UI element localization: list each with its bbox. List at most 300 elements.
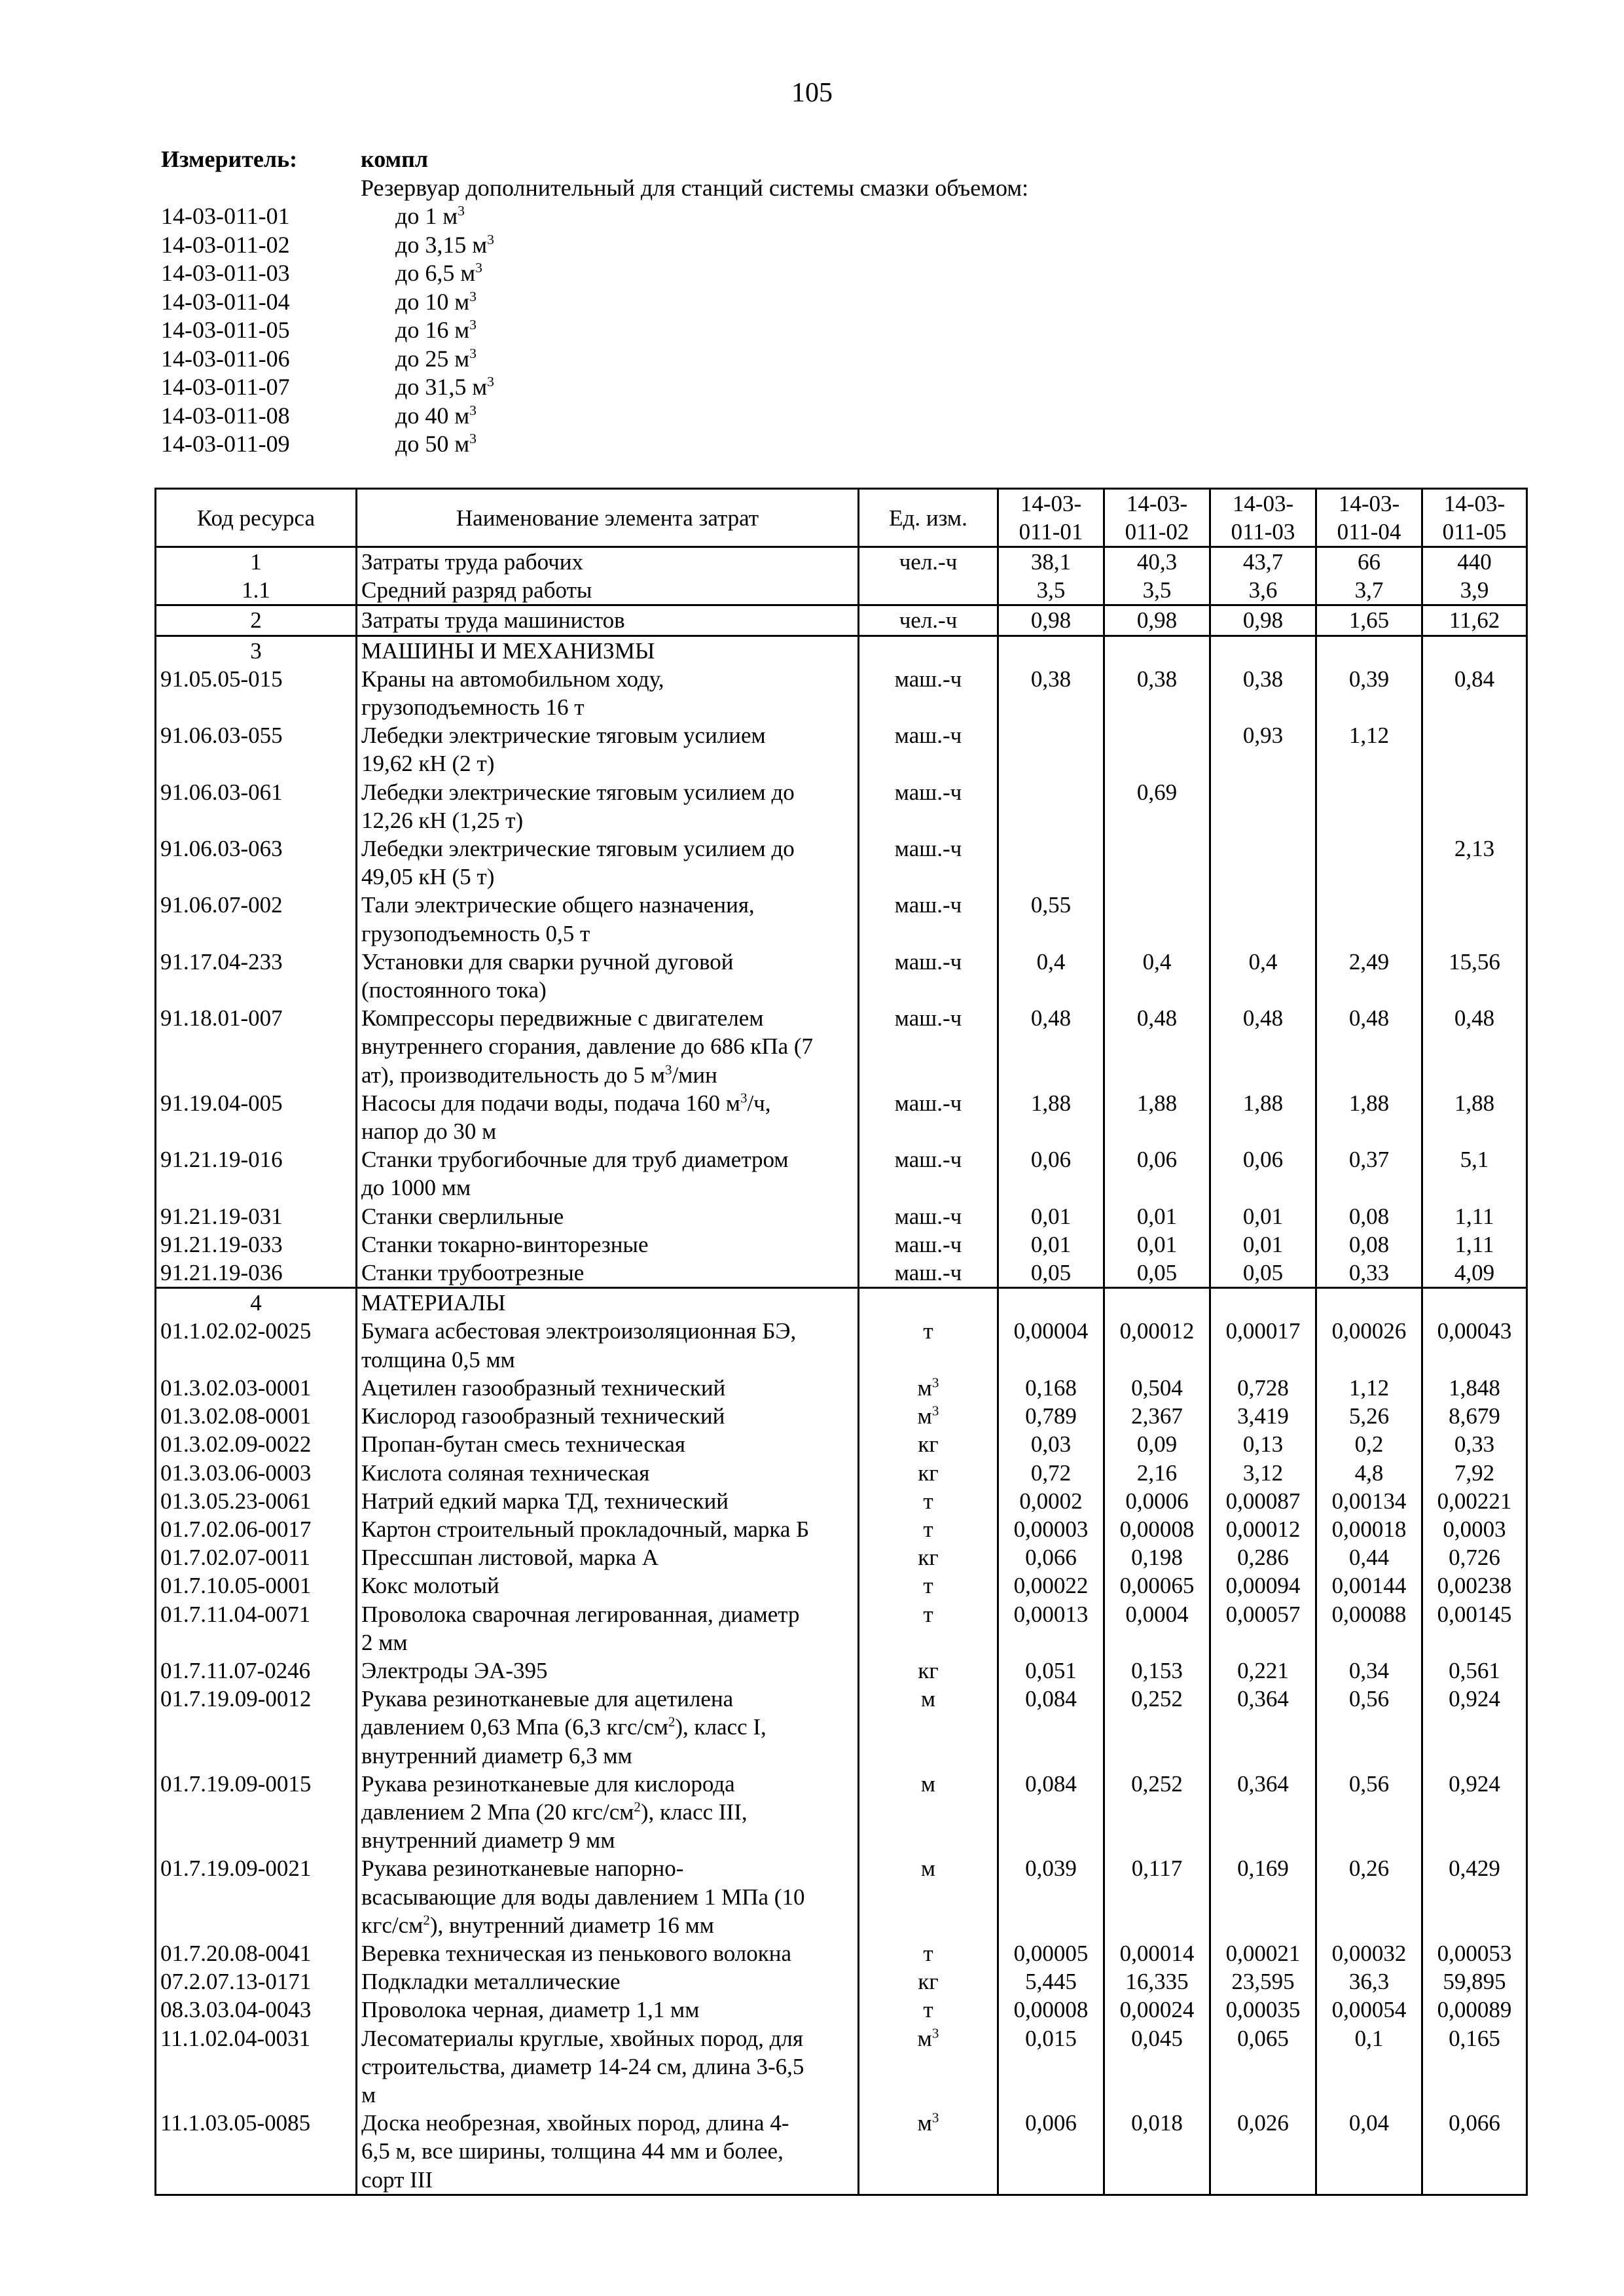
value-col-3 xyxy=(1210,778,1316,834)
resource-name-line: Доска необрезная, хвойных пород, длина 4- xyxy=(361,2110,789,2136)
resource-code: 91.06.03-061 xyxy=(156,778,357,834)
table-row xyxy=(156,1996,1527,2024)
value-col-4: 0,34 xyxy=(1316,1657,1422,1685)
value-col-5: 1,848 xyxy=(1422,1374,1527,1402)
value-col-2: 0,252 xyxy=(1104,1770,1210,1855)
resource-name-line: Проволока сварочная легированная, диаметр xyxy=(361,1601,800,1627)
resource-code: 01.7.19.09-0015 xyxy=(156,1770,357,1855)
resource-code: 07.2.07.13-0171 xyxy=(156,1967,357,1996)
value-col-2: 0,252 xyxy=(1104,1685,1210,1770)
resource-unit: маш.-ч xyxy=(859,948,998,1004)
table-row xyxy=(156,1374,1527,1402)
resource-name-line: внутренний диаметр 6,3 мм xyxy=(361,1742,632,1768)
header-unit: Ед. изм. xyxy=(859,489,998,547)
value-col-3: 0,221 xyxy=(1210,1657,1316,1685)
table-row xyxy=(156,1004,1527,1089)
resource-code: 01.7.19.09-0012 xyxy=(156,1685,357,1770)
value-col-4: 0,00134 xyxy=(1316,1487,1422,1515)
value-col-3: 0,38 xyxy=(1210,665,1316,721)
value-col-4: 0,00026 xyxy=(1316,1317,1422,1373)
value-col-4: 5,26 xyxy=(1316,1402,1422,1430)
resource-name xyxy=(357,1939,859,1967)
resource-name-line: Кокс молотый xyxy=(361,1573,499,1599)
resource-unit: т xyxy=(859,1515,998,1543)
resource-name-line: Установки для сварки ручной дуговой xyxy=(361,948,734,975)
resource-unit: чел.-ч xyxy=(859,547,998,577)
resource-code: 01.3.03.06-0003 xyxy=(156,1459,357,1487)
value-col-5 xyxy=(1422,636,1527,665)
resource-name-line: Кислород газообразный технический xyxy=(361,1403,725,1429)
resource-name xyxy=(357,1259,859,1288)
resource-code: 3 xyxy=(156,636,357,665)
value-col-1: 0,55 xyxy=(998,891,1104,947)
resource-name xyxy=(357,1543,859,1571)
resource-name-line: грузоподъемность 16 т xyxy=(361,694,585,721)
value-col-1: 0,00004 xyxy=(998,1317,1104,1373)
resource-unit xyxy=(859,1288,998,1318)
resource-name-line: ат), производительность до 5 $м^3$/мин xyxy=(361,1062,717,1088)
resource-name-line: Веревка техническая из пенькового волокна xyxy=(361,1940,792,1966)
resource-name xyxy=(357,1202,859,1230)
table-row xyxy=(156,1259,1527,1288)
resource-name-line: Рукава резинотканевые для кислорода xyxy=(361,1770,735,1797)
value-col-4: 0,48 xyxy=(1316,1004,1422,1089)
table-row xyxy=(156,1145,1527,1202)
value-col-2: 0,48 xyxy=(1104,1004,1210,1089)
variant-volume: до 1 $м^3$ xyxy=(395,203,465,229)
value-col-3: 0,01 xyxy=(1210,1202,1316,1230)
value-col-2: 0,045 xyxy=(1104,2024,1210,2109)
resource-name xyxy=(357,2024,859,2109)
value-col-3: 43,7 xyxy=(1210,547,1316,577)
variant-code: 14-03-011-08 xyxy=(161,402,290,429)
value-col-3: 0,364 xyxy=(1210,1685,1316,1770)
value-col-4: 0,00144 xyxy=(1316,1571,1422,1600)
value-col-4: 1,65 xyxy=(1316,605,1422,636)
value-col-5: 0,33 xyxy=(1422,1430,1527,1458)
page-number: 105 xyxy=(791,78,833,108)
value-col-4: 4,8 xyxy=(1316,1459,1422,1487)
value-col-4: 1,88 xyxy=(1316,1089,1422,1145)
table-row xyxy=(156,1230,1527,1259)
variant-code: 14-03-011-03 xyxy=(161,260,290,286)
value-col-5: 1,88 xyxy=(1422,1089,1527,1145)
value-col-2: 0,504 xyxy=(1104,1374,1210,1402)
value-col-2: 0,98 xyxy=(1104,605,1210,636)
resource-unit: маш.-ч xyxy=(859,1259,998,1288)
value-col-3: 1,88 xyxy=(1210,1089,1316,1145)
resource-unit: маш.-ч xyxy=(859,834,998,891)
value-col-4: 36,3 xyxy=(1316,1967,1422,1996)
value-col-3: 0,00012 xyxy=(1210,1515,1316,1543)
value-col-5: 0,00145 xyxy=(1422,1600,1527,1657)
resource-unit: $м^3$ xyxy=(859,1402,998,1430)
resource-name xyxy=(357,834,859,891)
value-col-1: 0,00003 xyxy=(998,1515,1104,1543)
resource-unit: м xyxy=(859,1770,998,1855)
table-row xyxy=(156,547,1527,577)
resource-name xyxy=(357,1996,859,2024)
value-col-1: 0,48 xyxy=(998,1004,1104,1089)
resource-name-line: Электроды ЭА-395 xyxy=(361,1657,548,1683)
value-col-2: 0,117 xyxy=(1104,1854,1210,1939)
resource-unit: $м^3$ xyxy=(859,1374,998,1402)
value-col-5: 0,84 xyxy=(1422,665,1527,721)
resource-unit: маш.-ч xyxy=(859,1004,998,1089)
variant-code: 14-03-011-04 xyxy=(161,288,290,315)
resource-name-line: Станки сверлильные xyxy=(361,1203,564,1229)
value-col-5: 1,11 xyxy=(1422,1202,1527,1230)
resource-name-line: 6,5 м, все ширины, толщина 44 мм и более, xyxy=(361,2138,784,2164)
resource-name-line: напор до 30 м xyxy=(361,1119,497,1145)
resource-name-line: 19,62 кН (2 т) xyxy=(361,751,495,777)
value-col-2: 0,09 xyxy=(1104,1430,1210,1458)
value-col-1: 0,0002 xyxy=(998,1487,1104,1515)
value-col-4: 0,44 xyxy=(1316,1543,1422,1571)
resource-name-line: Лебедки электрические тяговым усилием до xyxy=(361,779,795,805)
resource-name-line: м xyxy=(361,2081,376,2108)
table-row xyxy=(156,636,1527,665)
resource-name-line: Лебедки электрические тяговым усилием xyxy=(361,723,766,749)
value-col-2: 0,00012 xyxy=(1104,1317,1210,1373)
resource-name xyxy=(357,1004,859,1089)
value-col-5: 59,895 xyxy=(1422,1967,1527,1996)
value-col-4: 0,56 xyxy=(1316,1685,1422,1770)
value-col-3: 0,00094 xyxy=(1210,1571,1316,1600)
value-col-5: 0,066 xyxy=(1422,2109,1527,2195)
resource-code: 91.06.03-055 xyxy=(156,721,357,778)
value-col-4: 0,00088 xyxy=(1316,1600,1422,1657)
value-col-5: 2,13 xyxy=(1422,834,1527,891)
resource-unit: чел.-ч xyxy=(859,605,998,636)
value-col-1: 0,4 xyxy=(998,948,1104,1004)
resource-unit: кг xyxy=(859,1430,998,1458)
resource-code: 01.7.10.05-0001 xyxy=(156,1571,357,1600)
resource-name-line: Тали электрические общего назначения, xyxy=(361,892,755,918)
value-col-5: 440 xyxy=(1422,547,1527,577)
resource-code: 01.7.20.08-0041 xyxy=(156,1939,357,1967)
value-col-2 xyxy=(1104,636,1210,665)
value-col-3 xyxy=(1210,891,1316,947)
resource-unit: маш.-ч xyxy=(859,778,998,834)
resource-name xyxy=(357,2109,859,2195)
resource-name-line: (постоянного тока) xyxy=(361,977,547,1003)
table-row xyxy=(156,1317,1527,1373)
table-row xyxy=(156,891,1527,947)
value-col-4: 0,1 xyxy=(1316,2024,1422,2109)
table-row xyxy=(156,1571,1527,1600)
resource-name-line: Краны на автомобильном ходу, xyxy=(361,666,664,692)
value-col-5: 0,00053 xyxy=(1422,1939,1527,1967)
value-col-4: 0,04 xyxy=(1316,2109,1422,2195)
value-col-1: 0,006 xyxy=(998,2109,1104,2195)
value-col-2: 0,00008 xyxy=(1104,1515,1210,1543)
table-row xyxy=(156,2024,1527,2109)
resource-name xyxy=(357,948,859,1004)
resource-code: 91.18.01-007 xyxy=(156,1004,357,1089)
resource-code: 11.1.03.05-0085 xyxy=(156,2109,357,2195)
resource-code: 01.7.11.07-0246 xyxy=(156,1657,357,1685)
value-col-3: 0,728 xyxy=(1210,1374,1316,1402)
table-body xyxy=(156,547,1527,2195)
meter-value: компл xyxy=(361,146,429,172)
value-col-2: 0,0004 xyxy=(1104,1600,1210,1657)
table-row xyxy=(156,1402,1527,1430)
resource-name-line: Бумага асбестовая электроизоляционная БЭ, xyxy=(361,1318,797,1344)
value-col-2: 0,01 xyxy=(1104,1230,1210,1259)
resource-unit: $м^3$ xyxy=(859,2109,998,2195)
value-col-3: 3,6 xyxy=(1210,576,1316,605)
resource-name-line: всасывающие для воды давлением 1 МПа (10 xyxy=(361,1884,805,1910)
value-col-2 xyxy=(1104,834,1210,891)
table-row xyxy=(156,1967,1527,1996)
resource-unit: маш.-ч xyxy=(859,891,998,947)
value-col-3: 0,065 xyxy=(1210,2024,1316,2109)
resource-name xyxy=(357,576,859,605)
value-col-5 xyxy=(1422,891,1527,947)
resource-name xyxy=(357,1089,859,1145)
resource-name-line: строительства, диаметр 14-24 см, длина 3-6,5 xyxy=(361,2053,804,2079)
resource-name-line: МАШИНЫ И МЕХАНИЗМЫ xyxy=(361,637,655,664)
variant-volume: до 50 $м^3$ xyxy=(395,431,477,457)
resource-code: 01.7.19.09-0021 xyxy=(156,1854,357,1939)
resource-code: 91.17.04-233 xyxy=(156,948,357,1004)
resource-name-line: Картон строительный прокладочный, марка Б xyxy=(361,1516,810,1542)
value-col-3: 3,419 xyxy=(1210,1402,1316,1430)
value-col-5: 5,1 xyxy=(1422,1145,1527,1202)
resource-name xyxy=(357,1967,859,1996)
value-col-3: 0,4 xyxy=(1210,948,1316,1004)
value-col-2: 0,153 xyxy=(1104,1657,1210,1685)
value-col-5: 0,924 xyxy=(1422,1770,1527,1855)
resource-code: 08.3.03.04-0043 xyxy=(156,1996,357,2024)
value-col-2: 0,05 xyxy=(1104,1259,1210,1288)
resource-unit: м xyxy=(859,1854,998,1939)
resource-unit: маш.-ч xyxy=(859,665,998,721)
value-col-4: 0,00018 xyxy=(1316,1515,1422,1543)
resource-name xyxy=(357,891,859,947)
description: Резервуар дополнительный для станций системы смазки объемом: xyxy=(361,174,1029,201)
value-col-4 xyxy=(1316,778,1422,834)
value-col-3: 0,06 xyxy=(1210,1145,1316,1202)
value-col-3: 0,13 xyxy=(1210,1430,1316,1458)
value-col-1: 0,01 xyxy=(998,1202,1104,1230)
value-col-1: 0,03 xyxy=(998,1430,1104,1458)
header-col-2: 14-03- 011-02 xyxy=(1104,489,1210,547)
value-col-5: 0,429 xyxy=(1422,1854,1527,1939)
value-col-3: 3,12 xyxy=(1210,1459,1316,1487)
table-row xyxy=(156,1770,1527,1855)
resource-name-line: давлением 2 Мпа (20 кгс/$см^2$), класс III, xyxy=(361,1799,748,1825)
table-row xyxy=(156,1089,1527,1145)
value-col-1: 38,1 xyxy=(998,547,1104,577)
value-col-1: 0,066 xyxy=(998,1543,1104,1571)
resource-name xyxy=(357,1430,859,1458)
resource-name-line: Компрессоры передвижные с двигателем xyxy=(361,1005,764,1031)
resource-unit: т xyxy=(859,1939,998,1967)
resource-code: 91.05.05-015 xyxy=(156,665,357,721)
resource-name-line: внутреннего сгорания, давление до 686 кПа (7 xyxy=(361,1033,814,1060)
resource-unit: маш.-ч xyxy=(859,721,998,778)
value-col-1: 5,445 xyxy=(998,1967,1104,1996)
resource-name-line: Станки трубоотрезные xyxy=(361,1260,585,1286)
resource-name-line: внутренний диаметр 9 мм xyxy=(361,1827,615,1854)
meter-label: Измеритель: xyxy=(161,146,298,172)
resource-name xyxy=(357,636,859,665)
resource-code: 01.3.05.23-0061 xyxy=(156,1487,357,1515)
resource-name-line: Пропан-бутан смесь техническая xyxy=(361,1431,685,1458)
value-col-1: 0,168 xyxy=(998,1374,1104,1402)
resource-name xyxy=(357,1459,859,1487)
value-col-2: 2,16 xyxy=(1104,1459,1210,1487)
value-col-1: 0,084 xyxy=(998,1685,1104,1770)
table-row xyxy=(156,605,1527,636)
resource-unit: маш.-ч xyxy=(859,1145,998,1202)
resource-name-line: толщина 0,5 мм xyxy=(361,1346,515,1372)
table-row xyxy=(156,1487,1527,1515)
resource-name-line: Ацетилен газообразный технический xyxy=(361,1374,726,1401)
table-row xyxy=(156,1600,1527,1657)
resource-unit: т xyxy=(859,1317,998,1373)
value-col-5: 0,00089 xyxy=(1422,1996,1527,2024)
header-col-3: 14-03- 011-03 xyxy=(1210,489,1316,547)
value-col-3 xyxy=(1210,636,1316,665)
resource-name xyxy=(357,1487,859,1515)
variant-volume: до 31,5 $м^3$ xyxy=(395,374,494,400)
resource-code: 91.21.19-016 xyxy=(156,1145,357,1202)
value-col-2: 0,69 xyxy=(1104,778,1210,834)
value-col-3 xyxy=(1210,1288,1316,1318)
value-col-1 xyxy=(998,778,1104,834)
resource-code: 91.21.19-031 xyxy=(156,1202,357,1230)
value-col-4: 0,56 xyxy=(1316,1770,1422,1855)
table-row xyxy=(156,1202,1527,1230)
table-row xyxy=(156,1685,1527,1770)
resource-name xyxy=(357,1515,859,1543)
value-col-2: 40,3 xyxy=(1104,547,1210,577)
variant-volume: до 10 $м^3$ xyxy=(395,288,477,315)
resource-code: 91.06.03-063 xyxy=(156,834,357,891)
resource-code: 11.1.02.04-0031 xyxy=(156,2024,357,2109)
value-col-1: 0,01 xyxy=(998,1230,1104,1259)
resource-name xyxy=(357,1657,859,1685)
resource-unit: т xyxy=(859,1600,998,1657)
resource-name-line: 2 мм xyxy=(361,1629,408,1655)
value-col-2: 0,0006 xyxy=(1104,1487,1210,1515)
value-col-1: 0,06 xyxy=(998,1145,1104,1202)
value-col-4: 0,2 xyxy=(1316,1430,1422,1458)
resource-name xyxy=(357,1288,859,1318)
value-col-5: 0,165 xyxy=(1422,2024,1527,2109)
value-col-1: 0,015 xyxy=(998,2024,1104,2109)
resource-code: 1.1 xyxy=(156,576,357,605)
resource-name xyxy=(357,1770,859,1855)
variant-volume: до 16 $м^3$ xyxy=(395,317,477,343)
resource-code: 01.7.02.07-0011 xyxy=(156,1543,357,1571)
variant-volume: до 6,5 $м^3$ xyxy=(395,260,482,286)
resource-name xyxy=(357,1317,859,1373)
value-col-3: 0,364 xyxy=(1210,1770,1316,1855)
value-col-2: 0,01 xyxy=(1104,1202,1210,1230)
resource-code: 91.19.04-005 xyxy=(156,1089,357,1145)
variant-code: 14-03-011-06 xyxy=(161,345,290,372)
table-row xyxy=(156,1459,1527,1487)
value-col-5: 8,679 xyxy=(1422,1402,1527,1430)
resource-code: 01.7.02.06-0017 xyxy=(156,1515,357,1543)
resource-unit: кг xyxy=(859,1459,998,1487)
value-col-3: 0,01 xyxy=(1210,1230,1316,1259)
value-col-4 xyxy=(1316,834,1422,891)
value-col-5: 3,9 xyxy=(1422,576,1527,605)
value-col-3: 0,00017 xyxy=(1210,1317,1316,1373)
table-row xyxy=(156,2109,1527,2195)
value-col-1: 0,00005 xyxy=(998,1939,1104,1967)
value-col-2: 1,88 xyxy=(1104,1089,1210,1145)
value-col-3: 0,00087 xyxy=(1210,1487,1316,1515)
resource-unit xyxy=(859,636,998,665)
value-col-1: 0,051 xyxy=(998,1657,1104,1685)
table-row xyxy=(156,576,1527,605)
resource-name xyxy=(357,1571,859,1600)
resource-table xyxy=(154,488,1528,2196)
resource-name xyxy=(357,605,859,636)
table-row xyxy=(156,1515,1527,1543)
header-col-4: 14-03- 011-04 xyxy=(1316,489,1422,547)
resource-unit: т xyxy=(859,1571,998,1600)
resource-name-line: Затраты труда машинистов xyxy=(361,607,625,634)
value-col-5 xyxy=(1422,721,1527,778)
resource-name xyxy=(357,1600,859,1657)
variant-code: 14-03-011-02 xyxy=(161,231,290,258)
resource-code: 91.21.19-033 xyxy=(156,1230,357,1259)
value-col-2: 0,00065 xyxy=(1104,1571,1210,1600)
resource-name-line: Проволока черная, диаметр 1,1 мм xyxy=(361,1997,700,2023)
table-row xyxy=(156,834,1527,891)
value-col-5: 0,00043 xyxy=(1422,1317,1527,1373)
value-col-1: 0,789 xyxy=(998,1402,1104,1430)
value-col-1 xyxy=(998,721,1104,778)
resource-code: 01.3.02.03-0001 xyxy=(156,1374,357,1402)
resource-code: 91.06.07-002 xyxy=(156,891,357,947)
resource-name-line: Кислота соляная техническая xyxy=(361,1460,650,1486)
value-col-4 xyxy=(1316,1288,1422,1318)
value-col-1: 0,00013 xyxy=(998,1600,1104,1657)
resource-name-line: кгс/$см^2$), внутренний диаметр 16 мм xyxy=(361,1912,714,1938)
value-col-4: 0,00032 xyxy=(1316,1939,1422,1967)
resource-code: 01.3.02.08-0001 xyxy=(156,1402,357,1430)
table-row xyxy=(156,1430,1527,1458)
value-col-2: 0,06 xyxy=(1104,1145,1210,1202)
resource-code: 91.21.19-036 xyxy=(156,1259,357,1288)
value-col-5: 7,92 xyxy=(1422,1459,1527,1487)
table-row xyxy=(156,1543,1527,1571)
variant-code: 14-03-011-07 xyxy=(161,374,290,400)
value-col-4: 3,7 xyxy=(1316,576,1422,605)
value-col-4: 0,37 xyxy=(1316,1145,1422,1202)
resource-name-line: Лесоматериалы круглые, хвойных пород, для xyxy=(361,2025,803,2051)
value-col-5 xyxy=(1422,1288,1527,1318)
value-col-1: 0,05 xyxy=(998,1259,1104,1288)
resource-code: 01.1.02.02-0025 xyxy=(156,1317,357,1373)
value-col-1 xyxy=(998,834,1104,891)
value-col-5: 15,56 xyxy=(1422,948,1527,1004)
table-header-row xyxy=(156,489,1527,547)
header-col-5: 14-03- 011-05 xyxy=(1422,489,1527,547)
table-row xyxy=(156,778,1527,834)
table-row xyxy=(156,1657,1527,1685)
variant-volume: до 40 $м^3$ xyxy=(395,402,477,429)
header-code: Код ресурса xyxy=(156,489,357,547)
